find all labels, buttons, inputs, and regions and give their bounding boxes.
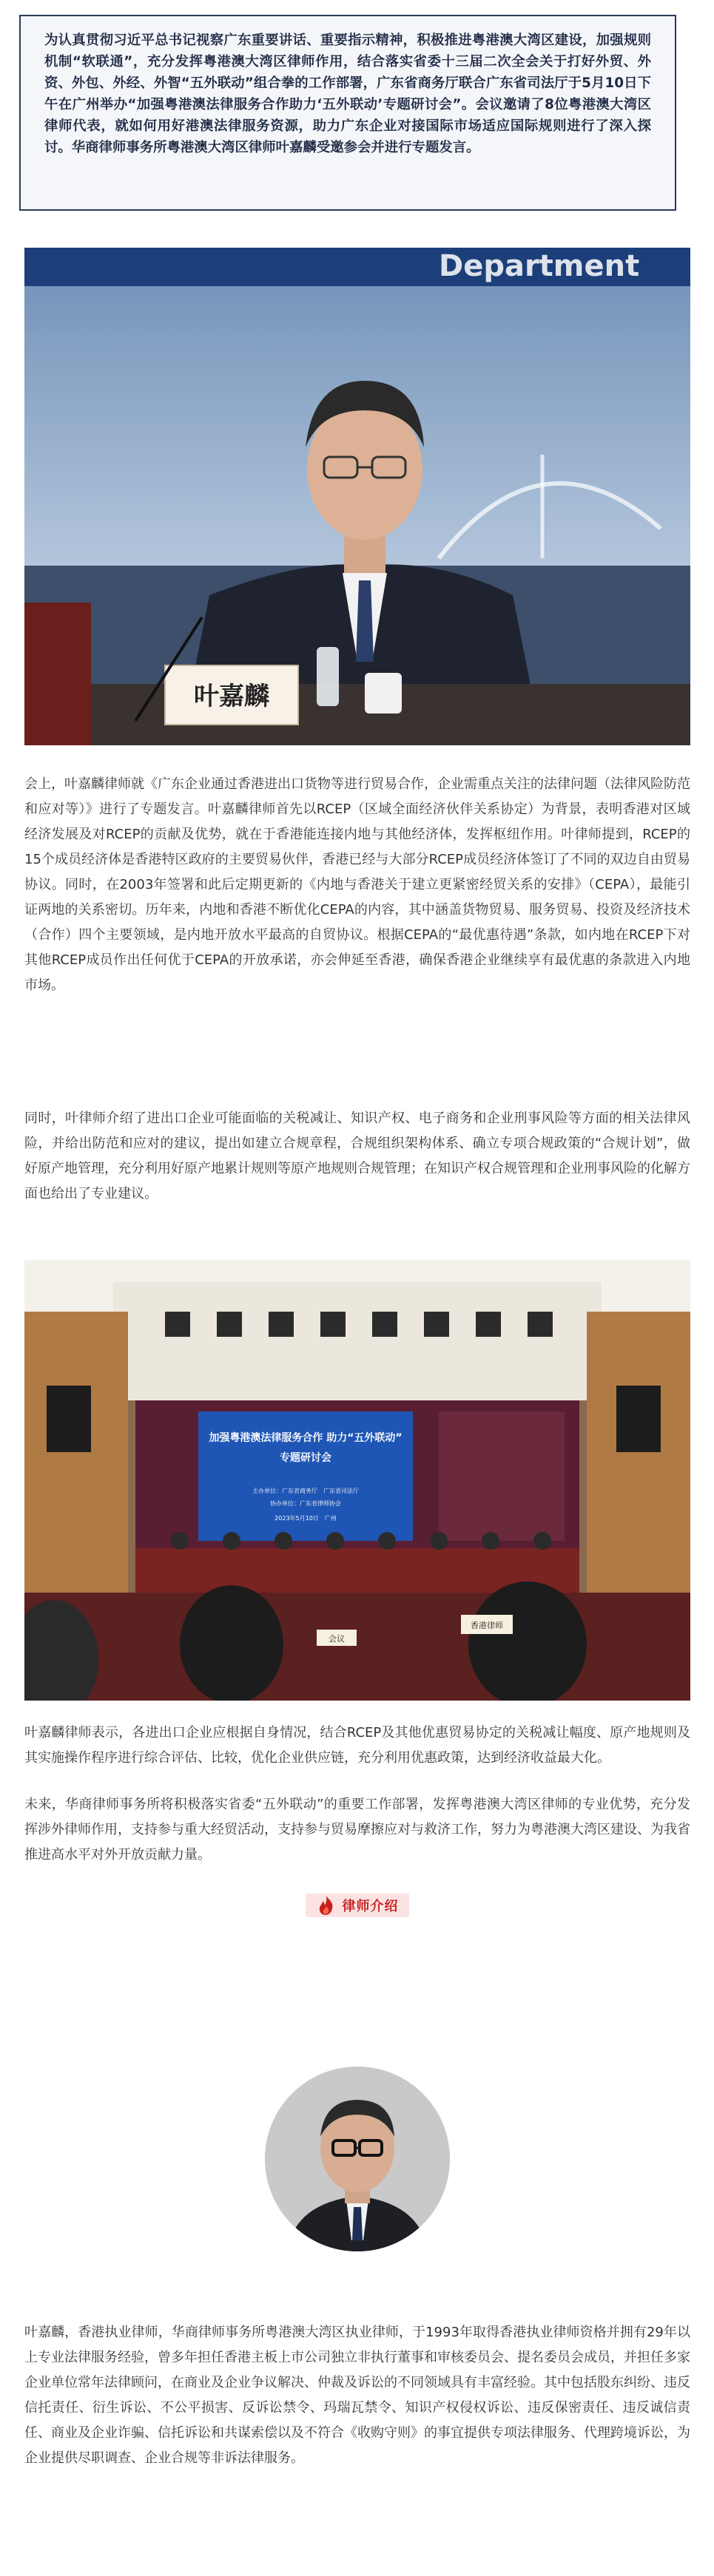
paragraph-future: 未来，华商律师事务所将积极落实省委“五外联动”的重要工作部署，发挥粤港澳大湾区律师的专业优势，充分发挥涉外律师作用，支持参与重大经贸活动，支持参与贸易摩擦应对与救济工作，努力为粤港澳大湾区建设、为我省推进高水平对外开放贡献力量。 bbox=[24, 1797, 690, 1862]
speaker-photo-illustration bbox=[24, 248, 690, 745]
banner-organizer: 主办单位：广东省商务厅 广东省司法厅 bbox=[252, 1488, 359, 1494]
meeting-room-photo bbox=[24, 1260, 690, 1701]
paragraph-speech: 会上，叶嘉麟律师就《广东企业通过香港进出口货物等进行贸易合作，企业需重点关注的法律问题（法律风险防范和应对等）》进行了专题发言。叶嘉麟律师首先以RCEP（区域全面经济伙伴关系协定）为背景，表明香港对区域经济发展及对RCEP的贡献及优势，就在于香港能连接内地与其他经济体，发挥枢纽作用。叶律师提到，RCEP的15个成员经济体是香港特区政府的主要贸易伙伴，香港已经与大部分RCEP成员经济体签订了不同的双边自由贸易协议。同时，在2003年签署和此后定期更新的《内地与香港关于建立更紧密经贸关系的安排》（CEPA），最能引证两地的关系密切。历年来，内地和香港不断优化CEPA的内容，其中涵盖货物贸易、服务贸易、投资及经济技术（合作）四个主要领域，是内地开放水平最高的自贸协议。根据CEPA的“最优惠待遇”条款，如内地在RCEP下对其他RCEP成员作出任何优于CEPA的开放承诺，亦会伸延至香港，确保香港企业继续享有最优惠的条款进入内地市场。 bbox=[24, 776, 690, 993]
intro-box bbox=[19, 15, 676, 211]
avatar-illustration bbox=[265, 2067, 450, 2251]
nameplate-right: 香港律师 bbox=[471, 1621, 503, 1630]
banner-subtitle: 专题研讨会 bbox=[280, 1452, 331, 1464]
section-title: 律师介绍 bbox=[342, 1899, 399, 1914]
banner-title: 加强粤港澳法律服务合作 助力“五外联动” bbox=[209, 1432, 403, 1444]
intro-text: 为认真贯彻习近平总书记视察广东重要讲话、重要指示精神，积极推进粤港澳大湾区建设，加强规则机制“软联通”，充分发挥粤港澳大湾区律师作用，结合落实省委十三届二次全会关于打好外贸、外资、外包、外经、外智“五外联动”组合拳的工作部署，广东省商务厅联合广东省司法厅于5月10日下午在广州举办“加强粤港澳法律服务合作助力‘五外联动’专题研讨会”。会议邀请了8位粤港澳大湾区律师代表，就如何用好港澳法律服务资源，助力广东企业对接国际市场适应国际规则进行了深入探讨。华商律师事务所粤港澳大湾区律师叶嘉麟受邀参会并进行专题发言。 bbox=[44, 33, 651, 155]
speaker-photo bbox=[24, 248, 690, 745]
nameplate-text: 叶嘉麟 bbox=[194, 682, 269, 711]
lawyer-avatar bbox=[265, 2067, 450, 2251]
flame-icon bbox=[316, 1894, 337, 1916]
paragraph-risks: 同时，叶律师介绍了进出口企业可能面临的关税减让、知识产权、电子商务和企业刑事风险等方面的相关法律风险，并给出防范和应对的建议，提出如建立合规章程，合规组织架构体系、确立专项合规政策的“合规计划”，做好原产地管理，充分利用好原产地累计规则等原产地规则合规管理；在知识产权合规管理和企业刑事风险的化解方面也给出了专业建议。 bbox=[24, 1111, 690, 1201]
paragraph-biography: 叶嘉麟，香港执业律师，华商律师事务所粤港澳大湾区执业律师，于1993年取得香港执业律师资格并拥有29年以上专业法律服务经验，曾多年担任香港主板上市公司独立非执行董事和审核委员会、提名委员会成员，并担任多家企业单位常年法律顾问，在商业及企业争议解决、仲裁及诉讼的不同领域具有丰富经验。其中包括股东纠纷、违反信托责任、衍生诉讼、不公平损害、反诉讼禁令、玛瑞瓦禁令、知识产权侵权诉讼、违反保密责任、违反诚信责任、商业及企业诈骗、信托诉讼和共谋索偿以及不符合《收购守则》的事宜提供专项法律服务、代理跨境诉讼，为企业提供尽职调查、企业合规等非诉法律服务。 bbox=[24, 2325, 690, 2466]
banner-coorganizer: 协办单位：广东省律师协会 bbox=[270, 1500, 341, 1507]
nameplate-left: 会议 bbox=[329, 1634, 345, 1644]
paragraph-advice: 叶嘉麟律师表示，各进出口企业应根据自身情况，结合RCEP及其他优惠贸易协定的关税减让幅度、原产地规则及其实施操作程序进行综合评估、比较，优化企业供应链，充分利用优惠政策，达到经济收益最大化。 bbox=[24, 1725, 690, 1766]
backdrop-text: Department bbox=[439, 249, 640, 283]
banner-date: 2023年5月10日 广州 bbox=[275, 1515, 337, 1522]
section-heading bbox=[292, 1889, 422, 1922]
meeting-room-illustration bbox=[24, 1260, 690, 1701]
